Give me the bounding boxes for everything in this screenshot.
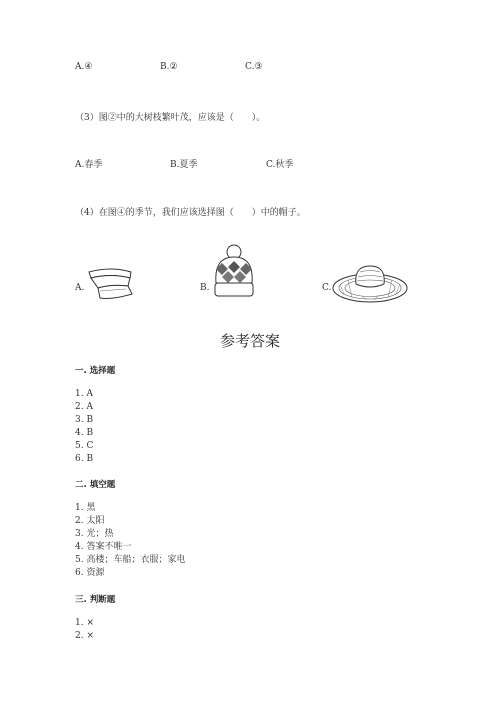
- option-c: C.③: [245, 62, 263, 72]
- answer-item: 3. B: [75, 415, 94, 425]
- option-b: B.②: [160, 62, 178, 72]
- section-judge-heading: 三. 判断题: [75, 595, 116, 605]
- q4-option-a-label: A.: [75, 283, 85, 293]
- answers-title: 参考答案: [220, 332, 281, 350]
- visor-cap-icon: [86, 264, 136, 304]
- answer-item: 2. 太阳: [75, 516, 105, 526]
- straw-hat-icon: [332, 260, 412, 306]
- knit-beanie-icon: [210, 243, 258, 301]
- answer-item: 1. 黑: [75, 503, 96, 513]
- q3-option-a: A.春季: [75, 160, 103, 170]
- answer-item: 2. A: [75, 402, 93, 412]
- q4-option-c-label: C.: [322, 283, 332, 293]
- question-3-stem: （3）图②中的大树枝繁叶茂，应该是（ ）。: [75, 113, 266, 123]
- question-4-stem: （4）在图④的季节，我们应该选择图（ ）中的帽子。: [75, 208, 306, 218]
- answer-item: 5. C: [75, 441, 94, 451]
- option-a: A.④: [75, 62, 93, 72]
- q3-option-b: B.夏季: [170, 160, 198, 170]
- answer-item: 2. ×: [75, 631, 94, 641]
- answer-item: 4. 答案不唯一: [75, 542, 132, 552]
- q4-option-b-label: B.: [200, 283, 210, 293]
- section-fill-heading: 二. 填空题: [75, 480, 116, 490]
- answer-item: 6. 资源: [75, 568, 105, 578]
- answer-item: 5. 高楼；车船；衣服；家电: [75, 555, 186, 565]
- answer-item: 1. ×: [75, 618, 94, 628]
- section-choice-heading: 一. 选择题: [75, 366, 116, 376]
- q3-option-c: C.秋季: [266, 160, 294, 170]
- answer-item: 6. B: [75, 454, 94, 464]
- answer-item: 3. 光；热: [75, 529, 114, 539]
- answer-item: 4. B: [75, 428, 94, 438]
- answer-item: 1. A: [75, 389, 93, 399]
